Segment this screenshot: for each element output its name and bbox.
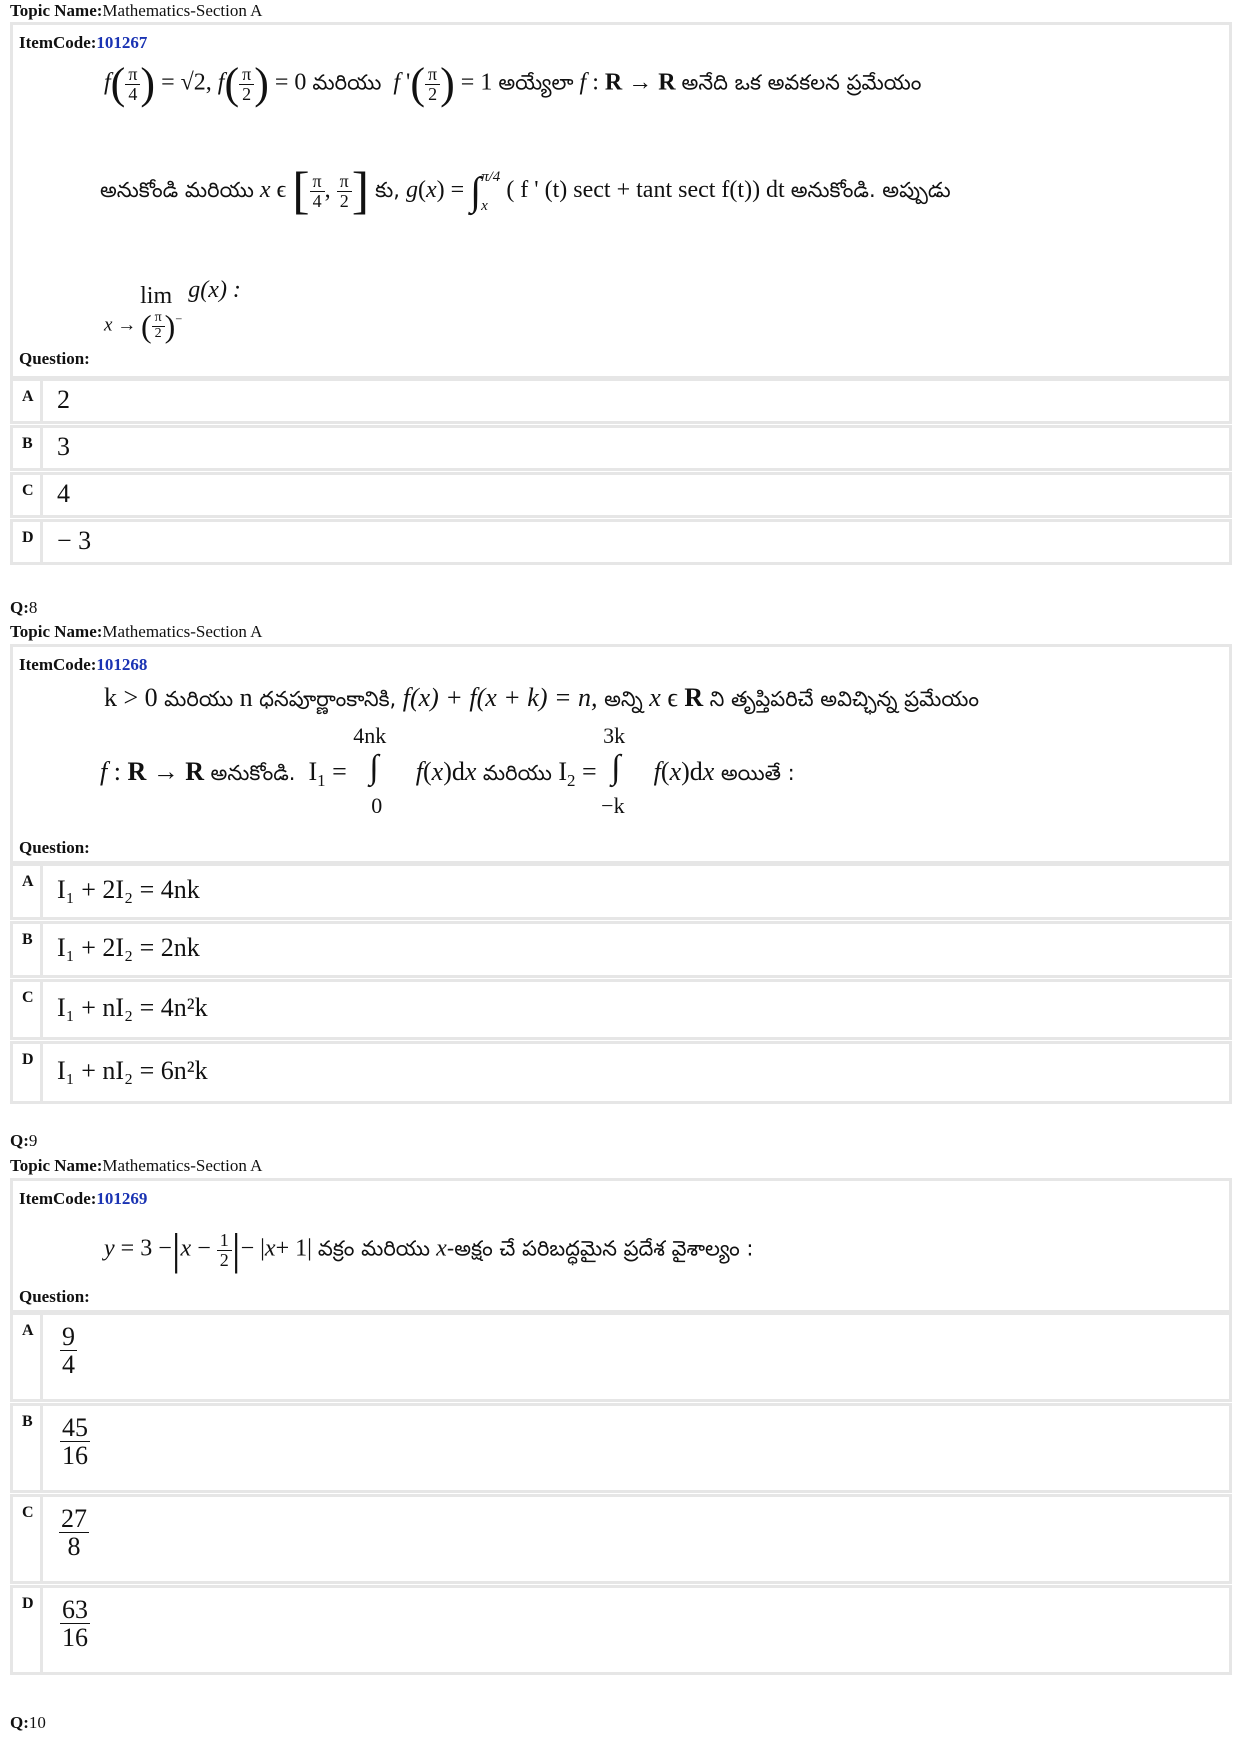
stem-text: అనేది ఒక అవకలన ప్రమేయం (681, 70, 922, 95)
question-label: Question: (19, 349, 90, 368)
item-code-label: ItemCode: (19, 655, 97, 674)
stem-text: ని తృప్తిపరిచే అవిచ్ఛిన్న ప్రమేయం (709, 687, 979, 711)
option-letter: D (10, 1585, 40, 1675)
option-letter: B (10, 1403, 40, 1493)
option-letter: C (10, 1494, 40, 1584)
topic-line (10, 622, 262, 642)
option-b[interactable] (10, 425, 1232, 471)
question-number-8 (10, 598, 37, 618)
integral-lower-limit: −k (601, 793, 625, 819)
option-letter: D (10, 519, 40, 565)
stem-text: వక్రం మరియు (317, 1236, 431, 1261)
stem-text: అయ్యేలా (498, 70, 574, 95)
question-stem-line-2: f : R → R అనుకోండి. $I_1$ = 4nk ∫ 0 f(x)dx మరియు $I_2$ = 3k ∫ −k f(x)dx అయితే : (100, 723, 795, 819)
question-stem-line-1: y = 3 −|x − $\frac{1}{2}$ |− |x+ 1| వక్రం మరియు x-అక్షం చే పరిబద్ధమైన ప్రదేశ వైశాల్యం : (104, 1225, 754, 1274)
option-b[interactable] (10, 921, 1232, 978)
option-c[interactable] (10, 1494, 1232, 1584)
stem-expression: ( f ' (t) sect + tant sect f(t)) dt (506, 177, 785, 204)
stem-text: అనుకోండి. (210, 761, 296, 785)
stem-text: మరియు (164, 687, 234, 711)
option-b[interactable] (10, 1403, 1232, 1493)
fraction-denominator: 8 (67, 1532, 81, 1562)
topic-value: Mathematics-Section A (102, 622, 263, 641)
option-text: 2 (40, 378, 1232, 424)
item-code-value: 101269 (96, 1189, 148, 1208)
option-d[interactable] (10, 1585, 1232, 1675)
question-box-101268 (10, 644, 1232, 864)
option-letter: A (10, 863, 40, 920)
option-fraction-cell (40, 1494, 1232, 1584)
item-code-value: 101267 (96, 33, 148, 52)
question-number-label: Q: (10, 598, 29, 617)
option-c[interactable] (10, 979, 1232, 1040)
option-c[interactable] (10, 472, 1232, 518)
option-letter: B (10, 425, 40, 471)
question-label: Question: (19, 1287, 90, 1306)
option-letter: A (10, 378, 40, 424)
option-letter: A (10, 1312, 40, 1402)
fraction-numerator: 45 (62, 1413, 88, 1442)
stem-text: అయితే : (720, 761, 795, 785)
option-text: I₁ + nI₂ = 4n²k (40, 979, 1232, 1040)
option-letter: C (10, 472, 40, 518)
option-d[interactable] (10, 1041, 1232, 1104)
fraction-numerator: 9 (62, 1322, 75, 1351)
stem-text: -అక్షం చే పరిబద్ధమైన ప్రదేశ వైశాల్యం : (446, 1236, 754, 1261)
stem-text: అన్ని (604, 687, 643, 711)
stem-text: మరియు (482, 761, 552, 785)
option-d[interactable] (10, 519, 1232, 565)
topic-value: Mathematics-Section A (102, 1, 263, 20)
item-code-line (19, 655, 147, 675)
limit-function: g(x) : (188, 277, 241, 303)
option-fraction-cell (40, 1403, 1232, 1493)
topic-label: Topic Name: (10, 1156, 103, 1175)
integral-upper-limit: 4nk (353, 723, 387, 749)
topic-label: Topic Name: (10, 1, 103, 20)
question-number-9 (10, 1131, 37, 1151)
fraction-denominator: 16 (62, 1441, 88, 1471)
question-number-10 (10, 1713, 46, 1733)
stem-expression: n (239, 683, 253, 712)
question-stem-line-1: f( $\frac{\pi}{4}$ ) = √2, f( $\frac{\pi}{2}$ ) = 0 మరియు f '( $\frac{\pi}{2}$ ) = 1 అయ్యేలా f : R → R అనేది ఒక అవకలన ప్రమేయం (104, 59, 922, 108)
stem-text: ధనపూర్ణాంకానికి, (259, 687, 397, 711)
item-code-label: ItemCode: (19, 33, 97, 52)
stem-expression: k > 0 (104, 683, 158, 712)
option-text: I₁ + 2I₂ = 4nk (40, 863, 1232, 920)
option-fraction-cell (40, 1585, 1232, 1675)
option-text: I₁ + nI₂ = 6n²k (40, 1041, 1232, 1104)
stem-expression: f(x) + f(x + k) = n, (402, 683, 598, 712)
item-code-line (19, 33, 147, 53)
stem-text: అనుకోండి. అప్పుడు (790, 178, 951, 203)
topic-line (10, 1156, 262, 1176)
fraction-numerator: 63 (62, 1595, 88, 1624)
integral-lower-limit: 0 (371, 793, 383, 819)
item-code-value: 101268 (96, 655, 148, 674)
option-letter: D (10, 1041, 40, 1104)
topic-label: Topic Name: (10, 622, 103, 641)
fraction-denominator: 16 (62, 1623, 88, 1653)
fraction-denominator: 4 (62, 1350, 75, 1380)
question-number-label: Q: (10, 1131, 29, 1150)
question-stem-line-3: lim x → ( $\frac{\pi}{2}$ )− g(x) : (104, 277, 241, 344)
item-code-label: ItemCode: (19, 1189, 97, 1208)
option-text: − 3 (40, 519, 1232, 565)
item-code-line (19, 1189, 147, 1209)
question-stem-line-1: k > 0 మరియు n ధనపూర్ణాంకానికి, f(x) + f(x + k) = n, అన్ని x ϵ R ని తృప్తిపరిచే అవిచ్ఛిన్న ప్రమేయం (104, 683, 979, 712)
stem-text: మరియు (312, 70, 382, 95)
question-number-value: 10 (28, 1713, 46, 1732)
option-a[interactable] (10, 1312, 1232, 1402)
option-text: I₁ + 2I₂ = 2nk (40, 921, 1232, 978)
question-number-value: 9 (28, 1131, 38, 1150)
topic-value: Mathematics-Section A (102, 1156, 263, 1175)
option-fraction-cell (40, 1312, 1232, 1402)
question-stem-line-2: అనుకోండి మరియు x ϵ [ $\frac{\pi}{4}$ , $\frac{\pi}{2}$ ] కు, g(x) = ∫ π/4 x ( f ' (t) sect + tant sect f(t)) dt అనుకోండి. అప్పుడు (100, 162, 951, 220)
question-number-value: 8 (28, 598, 38, 617)
option-text: 4 (40, 472, 1232, 518)
option-a[interactable] (10, 863, 1232, 920)
fraction-numerator: 27 (61, 1504, 87, 1533)
stem-text: కు, (375, 178, 400, 203)
stem-text: అనుకోండి మరియు (100, 178, 254, 203)
option-letter: C (10, 979, 40, 1040)
question-label: Question: (19, 838, 90, 857)
topic-line (10, 1, 262, 21)
option-a[interactable] (10, 378, 1232, 424)
option-text: 3 (40, 425, 1232, 471)
limit-label: lim (140, 283, 173, 309)
question-number-label: Q: (10, 1713, 29, 1732)
integral-upper-limit: 3k (603, 723, 626, 749)
option-letter: B (10, 921, 40, 978)
